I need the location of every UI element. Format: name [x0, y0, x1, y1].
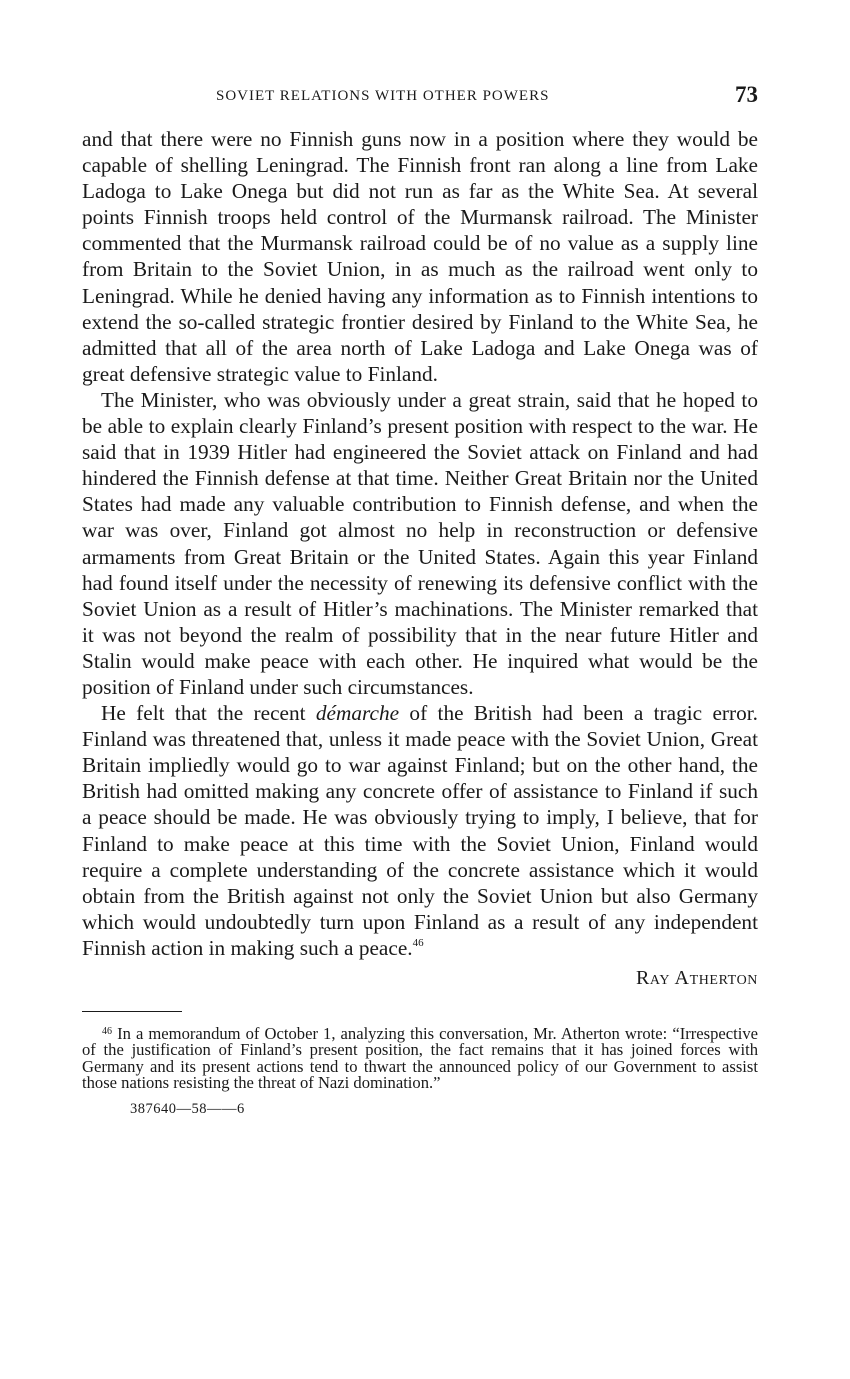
footnote-text: In a memorandum of October 1, analyzing this conversation, Mr. Atherton wrote: “Irrespective of the justification of Finland’s present position, the fact remains that it has joined forces with Germany and its present actions tend to thwart the announced policy of our Government to assist those nations resisting the threat of Nazi domination.” — [82, 1024, 759, 1092]
print-code: 387640—58——6 — [130, 1100, 245, 1117]
footnote-divider — [82, 1011, 182, 1012]
paragraph-3-text-start: He felt that the recent — [101, 701, 316, 726]
body-text — [82, 126, 758, 991]
page-number: 73 — [735, 82, 758, 107]
paragraph-3 — [82, 700, 758, 961]
document-page — [82, 82, 758, 1118]
running-title: SOVIET RELATIONS WITH OTHER POWERS — [216, 88, 550, 104]
demarche-italic: démarche — [315, 701, 400, 726]
running-head — [82, 82, 758, 112]
footnote-46 — [82, 1026, 758, 1091]
footnote-marker: 46 — [102, 1026, 112, 1038]
paragraph-1: and that there were no Finnish guns now in a position where they would be capable of shelling Leningrad. The Finnish front ran along a line from Lake Ladoga to Lake Onega but did not run as far as the White Sea. At several points Finnish troops held control of the Murmansk railroad. The Minister commented that the Murmansk railroad could be of no value as a supply line from Britain to the Soviet Union, in as much as the railroad went only to Leningrad. While he denied having any information as to Finnish intentions to extend the so-called strategic frontier desired by Finland to the White Sea, he admitted that all of the area north of Lake Ladoga and Lake Onega was of great defensive strategic value to Finland. — [82, 127, 758, 386]
signature: Ray Atherton — [635, 967, 758, 989]
footnote-reference: 46 — [412, 936, 424, 949]
paragraph-2: The Minister, who was obviously under a great strain, said that he hoped to be able to explain clearly Finland’s present position with respect to the war. He said that in 1939 Hitler had engineered the Soviet attack on Finland and had hindered the Finnish defense at that time. Neither Great Britain nor the United States had made any valuable contribution to Finnish defense, and when the war was over, Finland got almost no help in reconstruction or defensive armaments from Great Britain or the United States. Again this year Finland had found itself under the necessity of renewing its defensive conflict with the Soviet Union as a result of Hitler’s machinations. The Minister remarked that it was not beyond the realm of possibility that in the near future Hitler and Stalin would make peace with each other. He inquired what would be the position of Finland under such circumstances. — [82, 387, 758, 699]
paragraph-3-text-end: of the British had been a tragic error. Finland was threatened that, unless it made peace with the Soviet Union, Great Britain impliedly would go to war against Finland; but on the other hand, the British had omitted making any concrete offer of assistance to Finland if such a peace should be made. He was obviously trying to imply, I believe, that for Finland to make peace at this time with the Soviet Union, Finland would require a complete understanding of the concrete assistance which it would obtain from the British against not only the Soviet Union but also Germany which would undoubtedly turn upon Finland as a result of any independent Finnish action in making such a peace. — [82, 701, 758, 960]
